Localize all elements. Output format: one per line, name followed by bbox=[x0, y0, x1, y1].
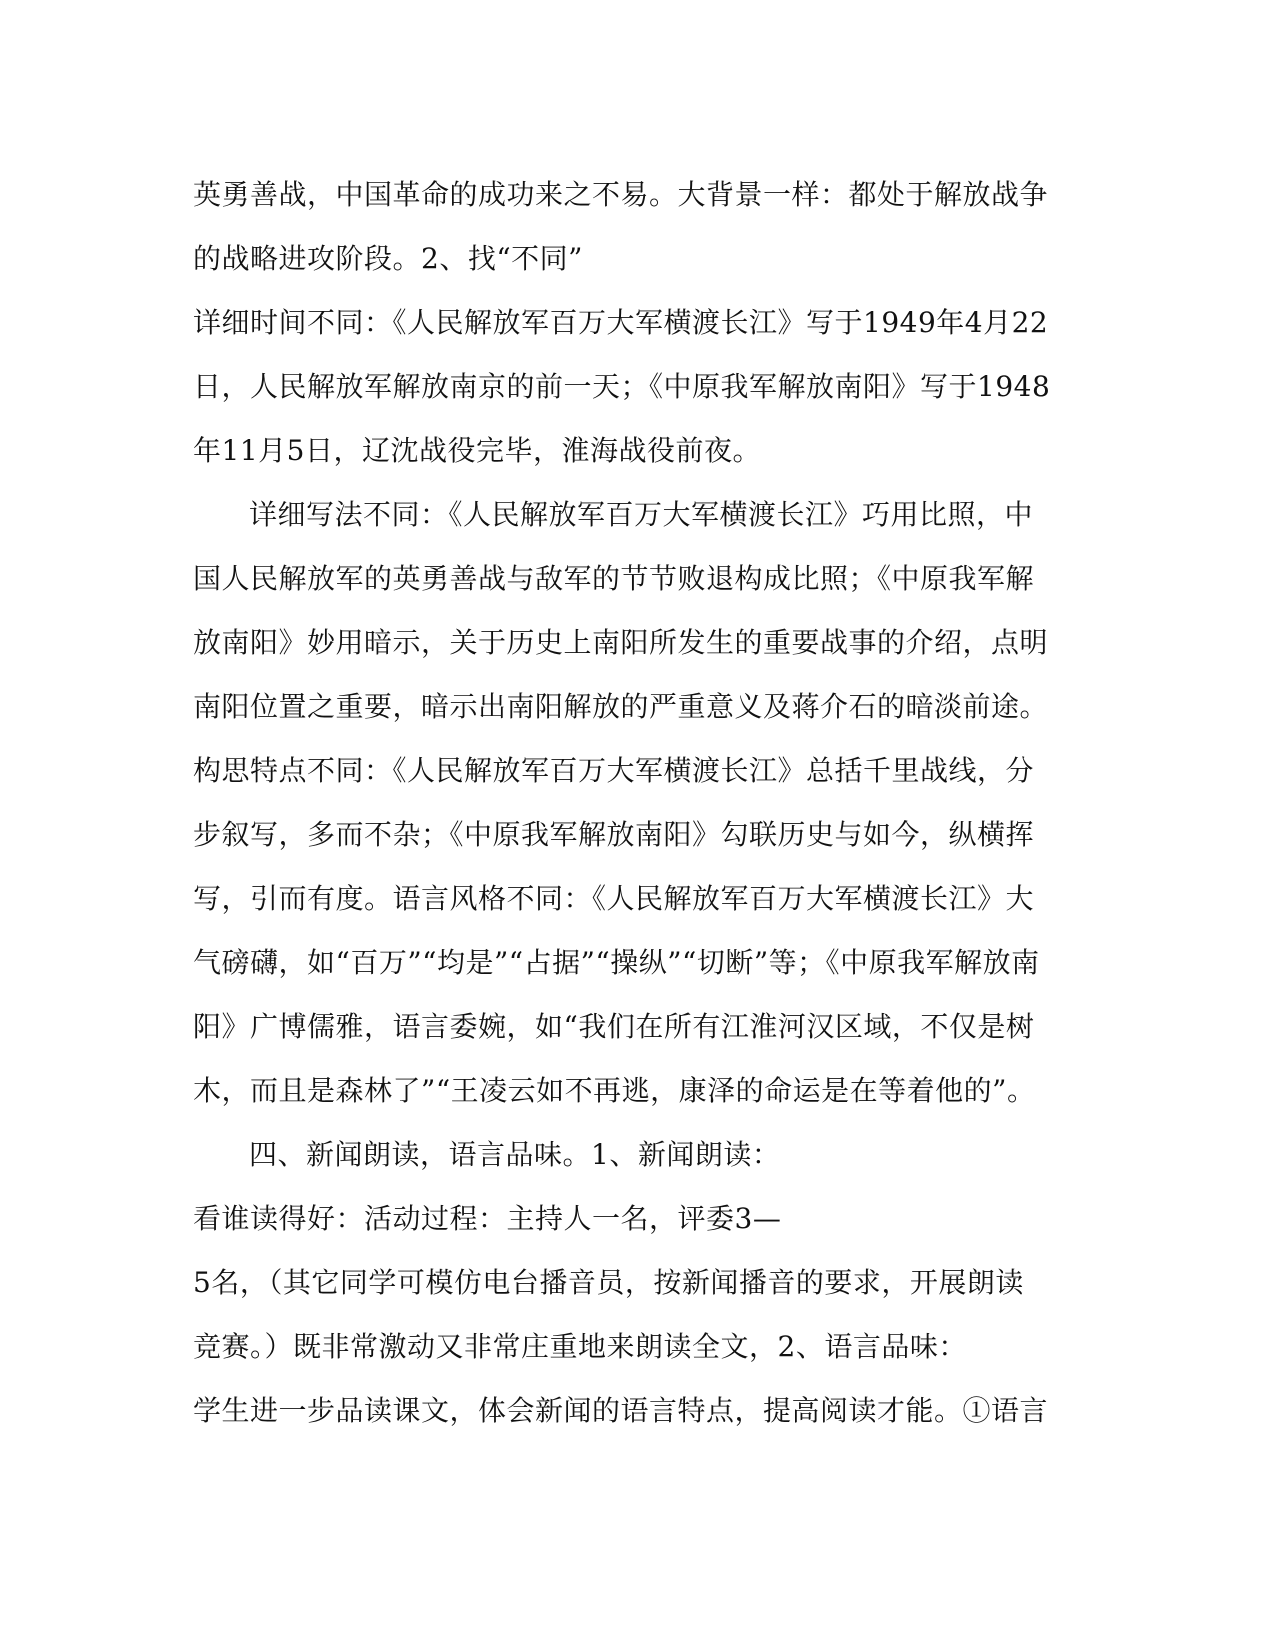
text-line: 的战略进攻阶段。2、找“不同” bbox=[193, 242, 583, 275]
text-line: 5名，（其它同学可模仿电台播音员，按新闻播音的要求，开展朗读 bbox=[193, 1266, 1024, 1299]
text-line: 看谁读得好：活动过程：主持人一名，评委3— bbox=[193, 1202, 782, 1235]
text-line: 英勇善战，中国革命的成功来之不易。大背景一样：都处于解放战争 bbox=[193, 178, 1049, 211]
text-line: 竞赛。）既非常激动又非常庄重地来朗读全文，2、语言品味： bbox=[193, 1330, 967, 1363]
text-line: 详细时间不同：《人民解放军百万大军横渡长江》写于1949年4月22 bbox=[193, 306, 1049, 339]
text-line: 步叙写，多而不杂；《中原我军解放南阳》勾联历史与如今，纵横挥 bbox=[193, 818, 1035, 851]
text-line: 详细写法不同：《人民解放军百万大军横渡长江》巧用比照，中 bbox=[249, 498, 1034, 531]
text-line: 日，人民解放军解放南京的前一天；《中原我军解放南阳》写于1948 bbox=[193, 370, 1051, 403]
text-line: 年11月5日，辽沈战役完毕，淮海战役前夜。 bbox=[193, 434, 761, 467]
text-line: 气磅礴，如“百万”“均是”“占据”“操纵”“切断”等；《中原我军解放南 bbox=[193, 946, 1040, 979]
document-body bbox=[193, 163, 1073, 1443]
text-line: 放南阳》妙用暗示，关于历史上南阳所发生的重要战事的介绍，点明 bbox=[193, 626, 1049, 659]
text-line: 四、新闻朗读，语言品味。1、新闻朗读： bbox=[249, 1138, 781, 1171]
text-line: 写，引而有度。语言风格不同：《人民解放军百万大军横渡长江》大 bbox=[193, 882, 1035, 915]
text-line: 学生进一步品读课文，体会新闻的语言特点，提高阅读才能。①语言 bbox=[193, 1394, 1049, 1427]
text-line: 构思特点不同：《人民解放军百万大军横渡长江》总括千里战线，分 bbox=[193, 754, 1035, 787]
text-line: 木，而且是森林了”“王凌云如不再逃，康泽的命运是在等着他的”。 bbox=[193, 1074, 1036, 1107]
text-line: 南阳位置之重要，暗示出南阳解放的严重意义及蒋介石的暗淡前途。 bbox=[193, 690, 1049, 723]
text-line: 国人民解放军的英勇善战与敌军的节节败退构成比照；《中原我军解 bbox=[193, 562, 1035, 595]
text-line: 阳》广博儒雅，语言委婉，如“我们在所有江淮河汉区域，不仅是树 bbox=[193, 1010, 1035, 1043]
